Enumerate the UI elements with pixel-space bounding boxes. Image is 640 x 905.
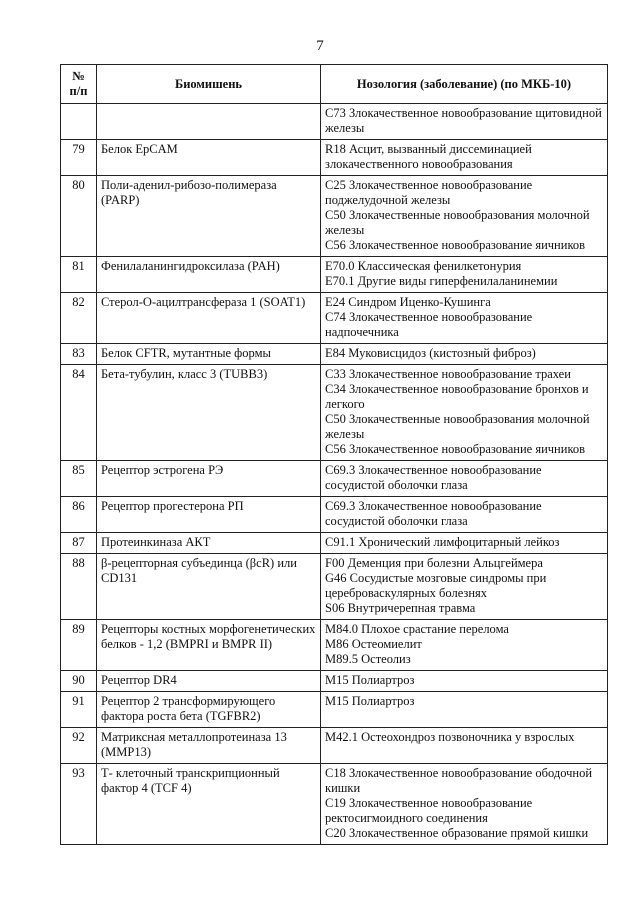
biotarget-cell: Матриксная металлопротеиназа 13 (MMP13) — [97, 728, 321, 764]
row-number: 93 — [61, 764, 97, 845]
biotarget-cell: β-рецепторная субъединца (βcR) или CD131 — [97, 554, 321, 620]
table-row — [61, 533, 608, 554]
biotarget-cell: Рецептор DR4 — [97, 671, 321, 692]
row-number: 80 — [61, 176, 97, 257]
biotarget-cell: Т- клеточный транскрипционный фактор 4 (TCF 4) — [97, 764, 321, 845]
row-number: 81 — [61, 257, 97, 293]
row-number: 85 — [61, 461, 97, 497]
disease-cell — [321, 257, 608, 293]
biotargets-table — [60, 64, 608, 845]
biotarget-cell — [97, 104, 321, 140]
disease-entry: E24 Синдром Иценко-Кушинга — [325, 295, 491, 309]
biotarget-cell: Рецептор 2 трансформирующего фактора роста бета (TGFBR2) — [97, 692, 321, 728]
table-row — [61, 257, 608, 293]
table-row — [61, 104, 608, 140]
header-target: Биомишень — [97, 65, 321, 104]
table-row — [61, 554, 608, 620]
table-row — [61, 176, 608, 257]
disease-cell — [321, 554, 608, 620]
disease-entry: M86 Остеомиелит — [325, 637, 422, 651]
table-header-row — [61, 65, 608, 104]
biotarget-cell: Протеинкиназа АКТ — [97, 533, 321, 554]
biotarget-cell: Рецептор эстрогена РЭ — [97, 461, 321, 497]
disease-entry: C20 Злокачественное образование прямой кишки — [325, 826, 589, 840]
disease-cell — [321, 671, 608, 692]
biotarget-cell: Белок EpCAM — [97, 140, 321, 176]
disease-cell — [321, 365, 608, 461]
biotarget-cell: Поли-аденил-рибозо-полимераза (PARP) — [97, 176, 321, 257]
disease-entry: C56 Злокачественное новообразование яичников — [325, 238, 586, 252]
row-number: 87 — [61, 533, 97, 554]
disease-cell — [321, 293, 608, 344]
disease-entry: C50 Злокачественные новообразования молочной железы — [325, 208, 590, 237]
page-number: 7 — [316, 38, 324, 54]
disease-cell — [321, 533, 608, 554]
row-number: 92 — [61, 728, 97, 764]
disease-entry: R18 Асцит, вызванный диссеминацией злокачественного новообразования — [325, 142, 532, 171]
disease-entry: C25 Злокачественное новообразование поджелудочной железы — [325, 178, 533, 207]
disease-entry: E84 Муковисцидоз (кистозный фиброз) — [325, 346, 536, 360]
table-row — [61, 140, 608, 176]
row-number: 89 — [61, 620, 97, 671]
biotarget-cell: Бета-тубулин, класс 3 (TUBB3) — [97, 365, 321, 461]
disease-entry: C69.3 Злокачественное новообразование сосудистой оболочки глаза — [325, 463, 542, 492]
disease-entry: C33 Злокачественное новообразование трахеи — [325, 367, 571, 381]
disease-entry: C50 Злокачественные новообразования молочной железы — [325, 412, 590, 441]
disease-entry: E70.1 Другие виды гиперфенилаланинемии — [325, 274, 558, 288]
disease-entry: G46 Сосудистые мозговые синдромы при цереброваскулярных болезнях — [325, 571, 547, 600]
header-num-line-2: п/п — [69, 84, 88, 98]
row-number: 83 — [61, 344, 97, 365]
table-row — [61, 692, 608, 728]
biotarget-cell: Стерол-O-ацилтрансфераза 1 (SOAT1) — [97, 293, 321, 344]
disease-entry: C74 Злокачественное новообразование надпочечника — [325, 310, 533, 339]
disease-cell — [321, 104, 608, 140]
table-row — [61, 671, 608, 692]
disease-entry: S06 Внутричерепная травма — [325, 601, 476, 615]
disease-cell — [321, 497, 608, 533]
disease-entry: M84.0 Плохое срастание перелома — [325, 622, 509, 636]
biotarget-cell: Белок CFTR, мутантные формы — [97, 344, 321, 365]
disease-entry: F00 Деменция при болезни Альцгеймера — [325, 556, 543, 570]
table-row — [61, 764, 608, 845]
disease-cell — [321, 176, 608, 257]
disease-cell — [321, 344, 608, 365]
table-row — [61, 365, 608, 461]
disease-entry: C34 Злокачественное новообразование бронхов и легкого — [325, 382, 589, 411]
disease-cell — [321, 461, 608, 497]
header-num-line-1: № — [72, 69, 85, 83]
header-disease: Нозология (заболевание) (по МКБ-10) — [321, 65, 608, 104]
row-number: 88 — [61, 554, 97, 620]
disease-cell — [321, 728, 608, 764]
table-row — [61, 461, 608, 497]
row-number: 91 — [61, 692, 97, 728]
disease-entry: C56 Злокачественное новообразование яичников — [325, 442, 586, 456]
biotarget-cell: Рецептор прогестерона РП — [97, 497, 321, 533]
row-number: 79 — [61, 140, 97, 176]
table-row — [61, 620, 608, 671]
table-row — [61, 293, 608, 344]
row-number — [61, 104, 97, 140]
disease-entry: E70.0 Классическая фенилкетонурия — [325, 259, 522, 273]
row-number: 84 — [61, 365, 97, 461]
row-number: 90 — [61, 671, 97, 692]
row-number: 82 — [61, 293, 97, 344]
row-number: 86 — [61, 497, 97, 533]
biotarget-cell: Фенилаланингидроксилаза (PAH) — [97, 257, 321, 293]
disease-cell — [321, 140, 608, 176]
disease-entry: M15 Полиартроз — [325, 694, 415, 708]
disease-entry: C73 Злокачественное новообразование щитовидной железы — [325, 106, 602, 135]
disease-entry: C91.1 Хронический лимфоцитарный лейкоз — [325, 535, 560, 549]
table-row — [61, 497, 608, 533]
disease-entry: C18 Злокачественное новообразование ободочной кишки — [325, 766, 593, 795]
disease-entry: C19 Злокачественное новообразование ректосигмоидного соединения — [325, 796, 533, 825]
disease-cell — [321, 620, 608, 671]
table-row — [61, 728, 608, 764]
disease-entry: C69.3 Злокачественное новообразование сосудистой оболочки глаза — [325, 499, 542, 528]
disease-cell — [321, 692, 608, 728]
header-num — [61, 65, 97, 104]
disease-cell — [321, 764, 608, 845]
disease-entry: M89.5 Остеолиз — [325, 652, 411, 666]
disease-entry: M15 Полиартроз — [325, 673, 415, 687]
disease-entry: M42.1 Остеохондроз позвоночника у взрослых — [325, 730, 575, 744]
biotarget-cell: Рецепторы костных морфогенетических белков - 1,2 (BMPRI и BMPR II) — [97, 620, 321, 671]
table-row — [61, 344, 608, 365]
